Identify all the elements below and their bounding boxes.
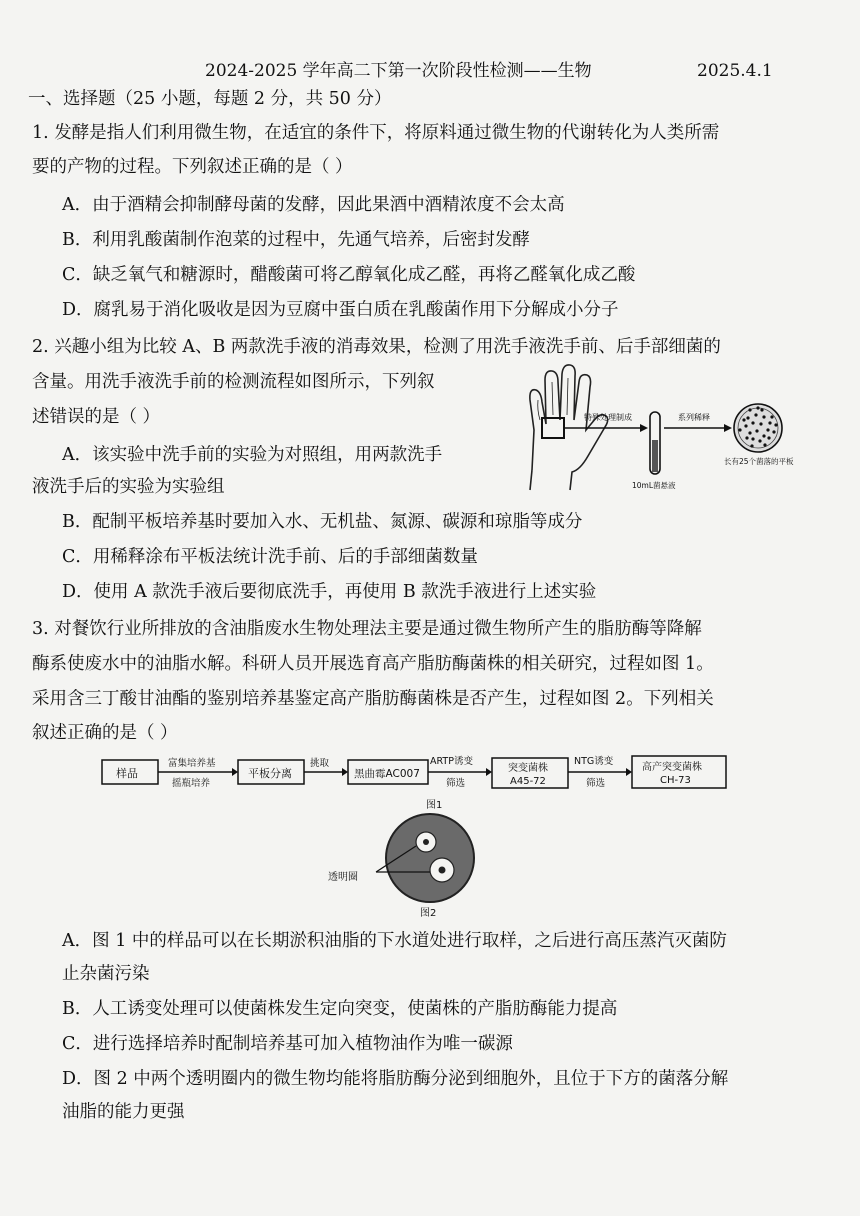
exam-title: 2024-2025 学年高二下第一次阶段性检测——生物 <box>205 61 592 81</box>
fig1-box-plate: 平板分离 <box>248 767 292 780</box>
q3-option-a-line1: A．图 1 中的样品可以在长期淤积油脂的下水道处进行取样，之后进行高压蒸汽灭菌防 <box>62 931 727 951</box>
fig1-box-sample: 样品 <box>116 767 138 780</box>
q3-figure2 <box>320 812 520 924</box>
fig1-arrow3-top: ARTP诱变 <box>430 756 473 767</box>
q3-option-c: C．进行选择培养时配制培养基可加入植物油作为唯一碳源 <box>62 1034 513 1054</box>
culture-dish-icon <box>386 814 474 902</box>
q1-option-d: D．腐乳易于消化吸收是因为豆腐中蛋白质在乳酸菌作用下分解成小分子 <box>62 300 619 320</box>
q1-option-b: B．利用乳酸菌制作泡菜的过程中，先通气培养，后密封发酵 <box>62 230 530 250</box>
exam-date: 2025.4.1 <box>697 61 773 81</box>
fig1-box-mutant-l2: A45-72 <box>510 776 546 787</box>
q2-option-c: C．用稀释涂布平板法统计洗手前、后的手部细菌数量 <box>62 547 478 567</box>
q1-stem-line2: 要的产物的过程。下列叙述正确的是（ ） <box>32 157 353 177</box>
q3-option-d-line1: D．图 2 中两个透明圈内的微生物均能将脂肪酶分泌到细胞外，且位于下方的菌落分解 <box>62 1069 729 1089</box>
fig1-box-mutant-l1: 突变菌株 <box>508 763 548 774</box>
q3-stem-line3: 采用含三丁酸甘油酯的鉴别培养基鉴定高产脂肪酶菌株是否产生，过程如图 2。下列相关 <box>32 689 714 709</box>
fig1-box-high-l1: 高产突变菌株 <box>642 762 702 773</box>
q2-option-a-line2: 液洗手后的实验为实验组 <box>32 477 225 497</box>
q1-option-c: C．缺乏氧气和糖源时，醋酸菌可将乙醇氧化成乙醛，再将乙醛氧化成乙酸 <box>62 265 636 285</box>
section-title: 一、选择题（25 小题，每题 2 分，共 50 分） <box>28 89 392 109</box>
q3-option-b: B．人工诱变处理可以使菌株发生定向突变，使菌株的产脂肪酶能力提高 <box>62 999 618 1019</box>
fig2-label: 透明圈 <box>328 872 358 883</box>
q2-tube-label: 10mL菌悬液 <box>632 481 676 490</box>
q2-option-d: D．使用 A 款洗手液后要彻底洗手，再使用 B 款洗手液进行上述实验 <box>62 582 597 602</box>
petri-plate-icon <box>734 404 782 452</box>
exam-header <box>205 58 773 84</box>
q3-figure1-flowchart <box>100 752 740 812</box>
q3-stem-line1: 3. 对餐饮行业所排放的含油脂废水生物处理法主要是通过微生物所产生的脂肪酶等降解 <box>32 619 702 639</box>
q2-option-b: B．配制平板培养基时要加入水、无机盐、氮源、碳源和琼脂等成分 <box>62 512 583 532</box>
fig2-caption: 图2 <box>420 908 437 919</box>
q2-plate-label: 长有25个菌落的平板 <box>724 457 794 466</box>
fig1-caption: 图1 <box>426 800 443 811</box>
fig1-arrow4-top: NTG诱变 <box>574 756 614 767</box>
q2-arrow2-label: 系列稀释 <box>678 413 710 422</box>
fig1-arrow1-bottom: 摇瓶培养 <box>172 778 211 789</box>
q1-option-a: A．由于酒精会抑制酵母菌的发酵，因此果酒中酒精浓度不会太高 <box>62 195 565 215</box>
q3-option-d-line2: 油脂的能力更强 <box>62 1102 185 1122</box>
q1-stem-line1: 1. 发酵是指人们利用微生物，在适宜的条件下，将原料通过微生物的代谢转化为人类所需 <box>32 123 720 143</box>
q2-stem-line1: 2. 兴趣小组为比较 A、B 两款洗手液的消毒效果，检测了用洗手液洗手前、后手部细菌的 <box>32 337 721 357</box>
fig1-arrow2-label: 挑取 <box>310 758 330 769</box>
q3-option-a-line2: 止杂菌污染 <box>62 964 150 984</box>
fig1-arrow1-top: 富集培养基 <box>168 758 216 769</box>
fig1-box-aspergillus: 黑曲霉AC007 <box>354 768 420 780</box>
q3-stem-line4: 叙述正确的是（ ） <box>32 723 178 743</box>
q3-stem-line2: 酶系使废水中的油脂水解。科研人员开展选育高产脂肪酶菌株的相关研究，过程如图 1。 <box>32 654 714 674</box>
fig1-arrow3-bottom: 筛选 <box>446 778 466 789</box>
fig1-box-high-l2: CH-73 <box>660 775 691 786</box>
fig1-arrow4-bottom: 筛选 <box>586 778 606 789</box>
q2-stem-line3: 述错误的是（ ） <box>32 407 161 427</box>
q2-arrow1-label: 特殊处理制成 <box>584 413 632 422</box>
q2-option-a-line1: A．该实验中洗手前的实验为对照组，用两款洗手 <box>62 445 443 465</box>
q2-figure <box>512 360 812 495</box>
q2-stem-line2: 含量。用洗手液洗手前的检测流程如图所示，下列叙 <box>32 372 435 392</box>
